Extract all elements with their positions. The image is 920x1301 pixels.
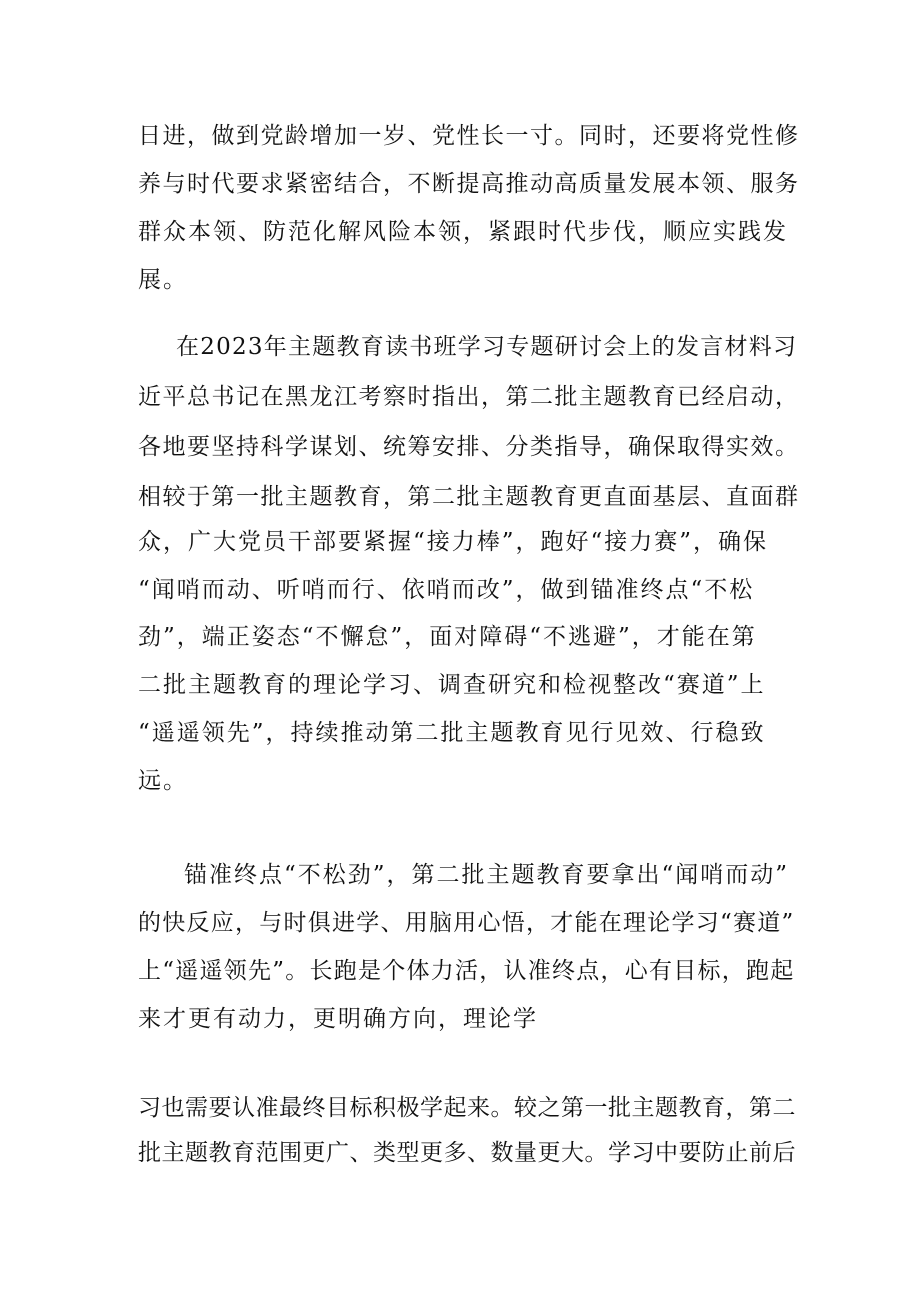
paragraph-3-line-2: 的快反应，与时俱进学、用脑用心悟，才能在理论学习“赛道”: [138, 910, 795, 936]
paragraph-3-line-1: 锚准终点“不松劲”，第二批主题教育要拿出“闻哨而动”: [184, 862, 790, 888]
paragraph-2-line-1: 在2023年主题教育读书班学习专题研讨会上的发言材料习: [176, 334, 798, 360]
paragraph-2-line-2: 近平总书记在黑龙江考察时指出，第二批主题教育已经启动，: [138, 384, 800, 410]
paragraph-2-line-5: 众，广大党员干部要紧握“接力棒”，跑好“接力赛”，确保: [138, 529, 769, 555]
paragraph-2-line-6: “闻哨而动、听哨而行、依哨而改”，做到锚准终点“不松: [138, 577, 755, 603]
paragraph-1-line-2: 养与时代要求紧密结合，不断提高推动高质量发展本领、服务: [138, 171, 800, 197]
paragraph-2-line-9: “遥遥领先”，持续推动第二批主题教育见行见效、行稳致: [138, 720, 766, 746]
paragraph-2-line-7: 劲”，端正姿态“不懈怠”，面对障碍“不逃避”，才能在第: [138, 624, 757, 650]
paragraph-2-line-8: 二批主题教育的理论学习、调查研究和检视整改“赛道”上: [138, 672, 766, 698]
paragraph-4-line-1: 习也需要认准最终目标积极学起来。较之第一批主题教育，第二: [138, 1095, 796, 1121]
paragraph-2-line-3: 各地要坚持科学谋划、统筹安排、分类指导，确保取得实效。: [138, 434, 800, 460]
paragraph-1-line-3: 群众本领、防范化解风险本领，紧跟时代步伐，顺应实践发: [138, 219, 788, 245]
paragraph-2-line-10: 远。: [138, 768, 188, 794]
paragraph-2-line-4: 相较于第一批主题教育，第二批主题教育更直面基层、直面群: [138, 484, 800, 510]
paragraph-4-line-2: 批主题教育范围更广、类型更多、数量更大。学习中要防止前后: [138, 1140, 796, 1166]
paragraph-1-line-4: 展。: [138, 267, 188, 293]
paragraph-3-line-3: 上“遥遥领先”。长跑是个体力活，认准终点，心有目标，跑起: [138, 958, 795, 984]
paragraph-3-line-4: 来才更有动力，更明确方向，理论学: [138, 1006, 538, 1032]
paragraph-1-line-1: 日进，做到党龄增加一岁、党性长一寸。同时，还要将党性修: [138, 123, 800, 149]
